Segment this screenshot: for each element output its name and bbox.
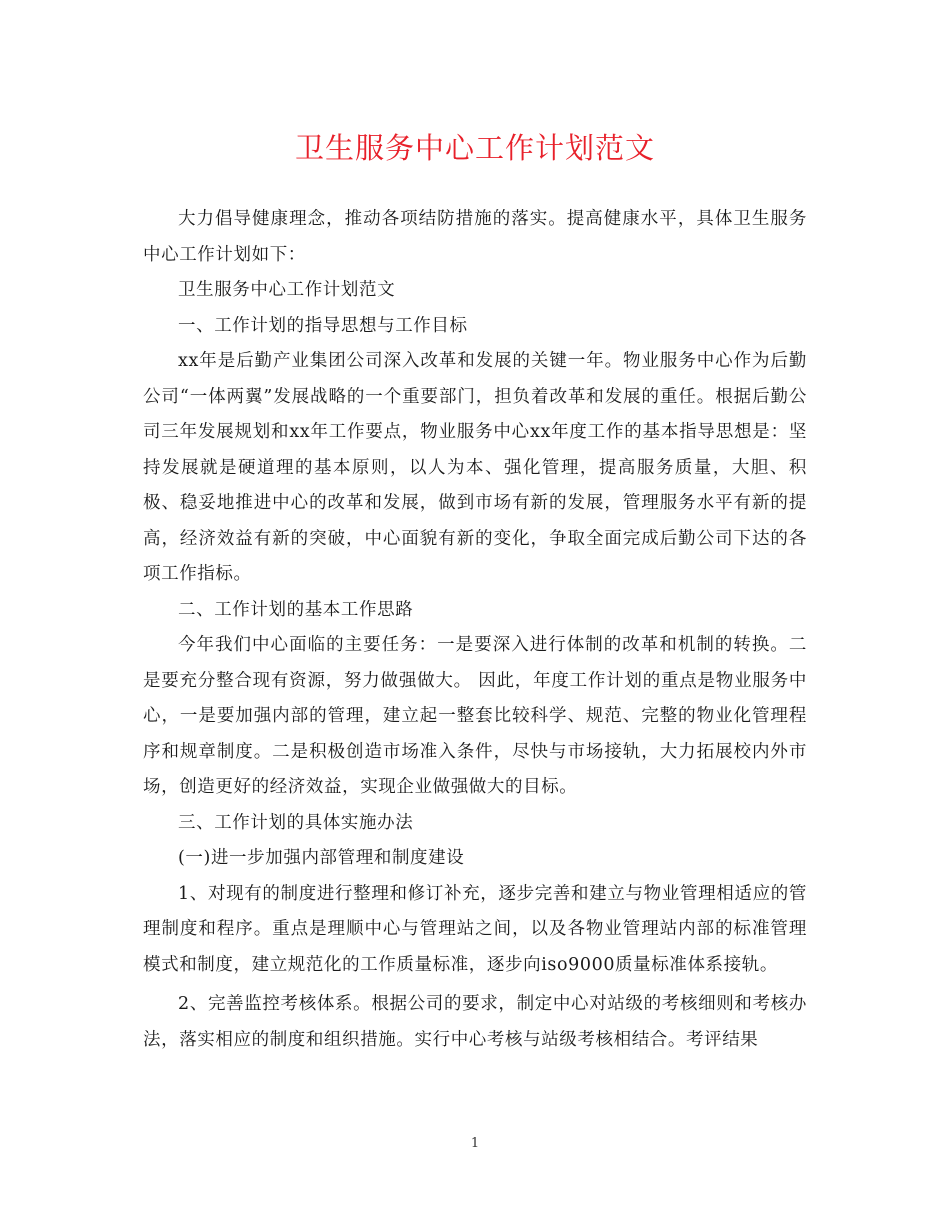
paragraph-section-2: 今年我们中心面临的主要任务：一是要深入进行体制的改革和机制的转换。二是要充分整合现有资源，努力做强做大。 因此，年度工作计划的重点是物业服务中心，一是要加强内部的管理，建立起一整套比较科学、规范、完整的物业化管理程序和规章制度。二是积极创造市场准入条件，尽快与市场接轨，大力拓展校内外市场，创造更好的经济效益，实现企业做强做大的目标。 [143, 635, 807, 797]
paragraph-intro: 大力倡导健康理念，推动各项结防措施的落实。提高健康水平，具体卫生服务中心工作计划如下： [143, 209, 807, 265]
subsection-heading-1: (一)进一步加强内部管理和制度建设 [178, 848, 465, 868]
section-heading-2: 二、工作计划的基本工作思路 [178, 599, 414, 620]
paragraph-section-1: xx年是后勤产业集团公司深入改革和发展的关键一年。物业服务中心作为后勤公司“一体两翼”发展战略的一个重要部门，担负着改革和发展的重任。根据后勤公司三年发展规划和xx年工作要点，物业服务中心xx年度工作的基本指导思想是：坚持发展就是硬道理的基本原则，以人为本、强化管理，提高服务质量，大胆、积极、稳妥地推进中心的改革和发展，做到市场有新的发展，管理服务水平有新的提高，经济效益有新的突破，中心面貌有新的变化，争取全面完成后勤公司下达的各项工作指标。 [143, 351, 807, 584]
document-title: 卫生服务中心工作计划范文 [294, 131, 655, 165]
paragraph-item-2: 2、完善监控考核体系。根据公司的要求，制定中心对站级的考核细则和考核办法，落实相应的制度和组织措施。实行中心考核与站级考核相结合。考评结果 [143, 994, 807, 1050]
paragraph-item-1: 1、对现有的制度进行整理和修订补充，逐步完善和建立与物业管理相适应的管理制度和程序。重点是理顺中心与管理站之间，以及各物业管理站内部的标准管理模式和制度，建立规范化的工作质量标准，逐步向iso9000质量标准体系接轨。 [143, 883, 807, 975]
section-heading-1: 一、工作计划的指导思想与工作目标 [178, 315, 468, 336]
page-number: 1 [470, 1136, 480, 1151]
section-heading-3: 三、工作计划的具体实施办法 [178, 812, 414, 833]
paragraph-subtitle: 卫生服务中心工作计划范文 [178, 280, 396, 300]
document-body [143, 202, 807, 1058]
